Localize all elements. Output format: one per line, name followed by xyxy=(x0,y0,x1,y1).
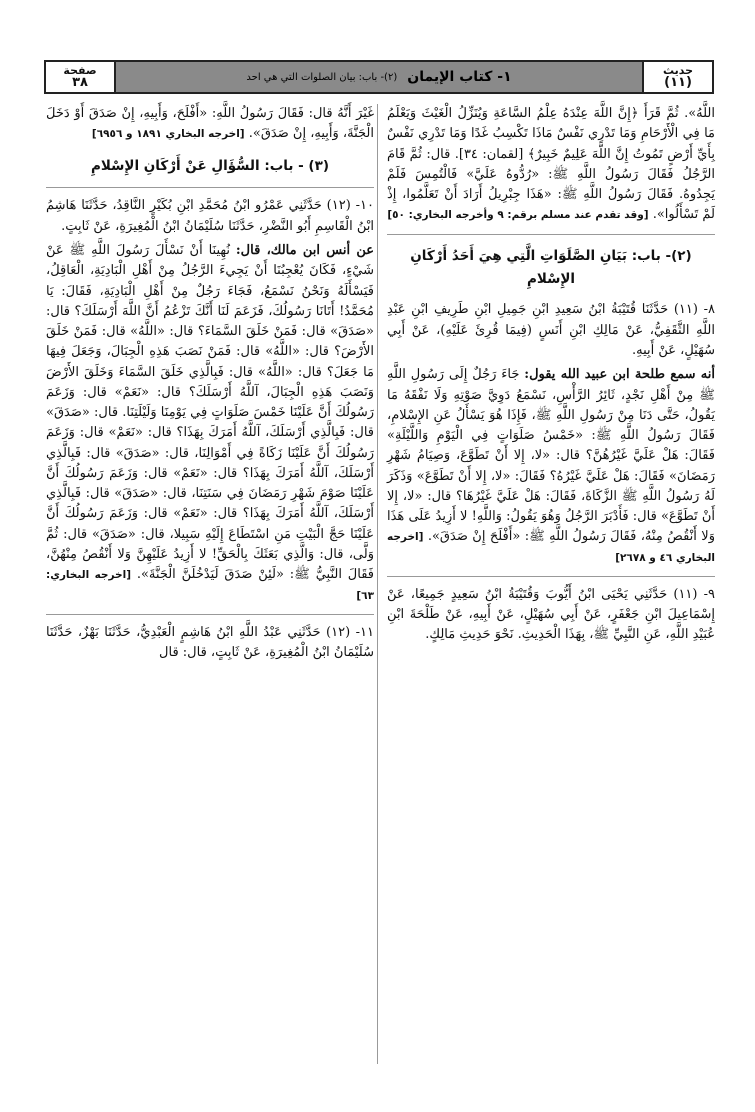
book-title: ١- كتاب الإيمان xyxy=(407,69,512,85)
page-number: ٣٨ xyxy=(72,75,88,90)
separator xyxy=(387,576,715,577)
left-column xyxy=(46,104,374,667)
page-header xyxy=(44,60,714,94)
hadith-label: حديث xyxy=(662,64,694,77)
running-chapter-title: (٢)- باب: بيان الصلوات التي هي احد xyxy=(246,71,398,83)
right-column xyxy=(387,104,715,650)
hadith-isnad: ١٠- (١٢) حَدَّثَنِي عَمْرُو ابْنُ مُحَمَّدِ ابْنِ بُكَيْرٍ النَّاقِدُ، حَدَّثَنَا هَاشِمُ ابْنُ الْقَاسِمِ أَبُو النَّضْرِ، حَدَّثَنَا سُلَيْمَانُ ابْنُ الْمُغِيرَةِ، عَنْ ثَابِتٍ. xyxy=(46,198,374,234)
separator xyxy=(46,187,374,188)
continuation-text: اللَّهُ». ثُمَّ قَرَأَ ﴿إِنَّ اللَّهَ عِنْدَهُ عِلْمُ السَّاعَةِ وَيُنَزِّلُ الْغَيْثَ وَيَعْلَمُ مَا فِي الْأَرْحَامِ وَمَا تَدْرِي نَفْسٌ مَاذَا تَكْسِبُ غَدًا وَمَا تَدْرِي نَفْسٌ بِأَيِّ أَرْضٍ تَمُوتُ إِنَّ اللَّهَ عَلِيمٌ خَبِيرٌ﴾ [لقمان: ٣٤]. قال: ثُمَّ قَامَ الرَّجُلُ فَقَالَ رَسُولُ اللَّهِ ﷺ: «رُدُّوهُ عَلَيَّ» فَالْتُمِسَ فَلَمْ يَجِدُوهُ. فَقَالَ رَسُولُ اللَّهِ ﷺ: «هَذَا جِبْرِيلُ أَرَادَ أَنْ تَعَلَّمُوا، إِذْ لَمْ تَسْأَلُوا». [وقد تقدم عند مسلم برقم: ٩ وأخرجه البخاري: ٥٠] xyxy=(387,106,715,223)
hadith-number: (١١) xyxy=(664,75,692,90)
page-number-box xyxy=(46,62,116,92)
chapter-heading: (٢)- باب: بَيَانِ الصَّلَوَاتِ الَّتِي هِيَ أَحَدُ أَرْكَانِ الإِسْلامِ xyxy=(410,247,692,287)
hadith-isnad: ١١- (١٢) حَدَّثَنِي عَبْدُ اللَّهِ ابْنُ هَاشِمٍ الْعَبْدِيُّ، حَدَّثَنَا بَهْزٌ، حَدَّثَنَا سُلَيْمَانُ ابْنُ الْمُغِيرَةِ، عَنْ ثَابِتٍ، قال: قال xyxy=(46,624,374,661)
continuation-text: غَيْرَ أَنَّهُ قال: فَقَالَ رَسُولُ اللَّهِ: «أَفْلَحَ، وَأَبِيهِ، إِنْ صَدَقَ أَوْ دَخَلَ الْجَنَّةَ، وَأَبِيهِ، إِنْ صَدَقَ». [اخرجه البخاري ١٨٩١ و ٦٩٥٦] xyxy=(46,106,374,142)
separator xyxy=(46,614,374,615)
reference: [اخرجه البخاري ٤٦ و ٢٦٧٨] xyxy=(387,531,715,564)
hadith-isnad: ٨- (١١) حَدَّثَنَا قُتَيْبَةُ ابْنُ سَعِيدِ ابْنِ جَمِيلِ ابْنِ طَرِيفِ ابْنِ عَبْدِ اللَّهِ الثَّقَفِيُّ، عَنْ مَالِكِ ابْنِ أَنَسٍ (فِيمَا قُرِئَ عَلَيْهِ)، عَنْ أَبِي سُهَيْلٍ، عَنْ أَبِيهِ. xyxy=(387,302,715,358)
reference: [وقد تقدم عند مسلم برقم: ٩ وأخرجه البخاري: ٥٠] xyxy=(387,209,649,222)
reference: [اخرجه البخاري ١٨٩١ و ٦٩٥٦] xyxy=(91,128,245,141)
column-divider xyxy=(377,104,378,1064)
hadith-number-box xyxy=(642,62,712,92)
page-label: صفحة xyxy=(63,64,97,77)
narrator-lead: أنه سمع طلحة ابن عبيد الله يقول: xyxy=(524,367,715,383)
header-title-band xyxy=(116,62,642,92)
separator xyxy=(387,234,715,235)
reference: [اخرجه البخاري: ٦٣] xyxy=(46,569,374,602)
chapter-heading: (٣) - باب: السُّؤَالِ عَنْ أَرْكَانِ الإِسْلامِ xyxy=(90,157,330,174)
hadith-text: أنه سمع طلحة ابن عبيد الله يقول: جَاءَ رَجُلٌ إِلَى رَسُولِ اللَّهِ ﷺ مِنْ أَهْلِ نَجْدٍ، ثَائِرُ الرَّأْسِ، نَسْمَعُ دَوِيَّ صَوْتِهِ وَلَا نَفْقَهُ مَا يَقُولُ، حَتَّى دَنَا مِنْ رَسُولِ اللَّهِ ﷺ، فَإِذَا هُوَ يَسْأَلُ عَنِ الإِسْلامِ، فَقَالَ رَسُولُ اللَّهِ ﷺ: «خَمْسُ صَلَوَاتٍ فِي الْيَوْمِ وَاللَّيْلَةِ» فَقَالَ: هَلْ عَلَيَّ غَيْرُهُنَّ؟ قال: «لا، إِلا أَنْ تَطَوَّعَ، وَصِيَامُ شَهْرِ رَمَضَانَ» فَقَالَ: هَلْ عَلَيَّ غَيْرُهُ؟ فَقَالَ: «لا، إِلا أَنْ تَطَوَّعَ» وَذَكَرَ لَهُ رَسُولُ اللَّهِ ﷺ الزَّكَاةَ، فَقَالَ: هَلْ عَلَيَّ غَيْرُهَا؟ قال: «لا، إِلا أَنْ تَطَوَّعَ» قال: فَأَدْبَرَ الرَّجُلُ وَهُوَ يَقُولُ: وَاللَّهِ! لا أَزِيدُ عَلَى هَذَا وَلا أَنْقُصُ مِنْهُ، فَقَالَ رَسُولُ اللَّهِ ﷺ: «أَفْلَحَ إِنْ صَدَقَ». [اخرجه البخاري ٤٦ و ٢٦٧٨] xyxy=(387,367,716,564)
hadith-text: عن أنس ابن مالك، قال: نُهِينَا أَنْ نَسْأَلَ رَسُولَ اللَّهِ ﷺ عَنْ شَيْءٍ، فَكَانَ يُعْجِبُنَا أَنْ يَجِيءَ الرَّجُلُ مِنْ أَهْلِ الْبَادِيَةِ، الْعَاقِلُ، فَيَسْأَلَهُ وَنَحْنُ نَسْمَعُ، فَجَاءَ رَجُلٌ مِنْ أَهْلِ الْبَادِيَةِ، فَقَالَ: يَا مُحَمَّدُ! أَتَانَا رَسُولُكَ، فَزَعَمَ لَنَا أَنَّكَ تَزْعُمُ أَنَّ اللَّهَ أَرْسَلَكَ؟ قال: «صَدَقَ» قال: فَمَنْ خَلَقَ السَّمَاءَ؟ قال: «اللَّهُ» قال: فَمَنْ خَلَقَ الأَرْضَ؟ قال: «اللَّهُ» قال: فَمَنْ نَصَبَ هَذِهِ الْجِبَالَ، وَجَعَلَ فِيهَا مَا جَعَلَ؟ قال: «اللَّهُ» قال: فَبِالَّذِي خَلَقَ السَّمَاءَ وَخَلَقَ الأَرْضَ وَنَصَبَ هَذِهِ الْجِبَالَ، آللَّهُ أَرْسَلَكَ؟ قال: «نَعَمْ» قال: وَزَعَمَ رَسُولُكَ أَنَّ عَلَيْنَا خَمْسَ صَلَوَاتٍ فِي يَوْمِنَا وَلَيْلَتِنَا. قال: «صَدَقَ» قال: فَبِالَّذِي أَرْسَلَكَ، آللَّهُ أَمَرَكَ بِهَذَا؟ قال: «نَعَمْ» قال: وَزَعَمَ رَسُولُكَ أَنَّ عَلَيْنَا زَكَاةً فِي أَمْوَالِنَا، قال: «صَدَقَ» قال: فَبِالَّذِي أَرْسَلَكَ، آللَّهُ أَمَرَكَ بِهَذَا؟ قال: «نَعَمْ» قال: وَزَعَمَ رَسُولُكَ أَنَّ عَلَيْنَا صَوْمَ شَهْرِ رَمَضَانَ فِي سَنَتِنَا، قال: «صَدَقَ» قال: فَبِالَّذِي أَرْسَلَكَ، آللَّهُ أَمَرَكَ بِهَذَا؟ قال: «نَعَمْ» قال: وَزَعَمَ رَسُولُكَ أَنَّ عَلَيْنَا حَجَّ الْبَيْتِ مَنِ اسْتَطَاعَ إِلَيْهِ سَبِيلا، قال: «صَدَقَ» قال: ثُمَّ وَلَّى، قال: وَالَّذِي بَعَثَكَ بِالْحَقِّ! لا أَزِيدُ عَلَيْهِنَّ وَلا أَنْقُصُ مِنْهُنَّ، فَقَالَ النَّبِيُّ ﷺ: «لَئِنْ صَدَقَ لَيَدْخُلَنَّ الْجَنَّةَ». [اخرجه البخاري: ٦٣] xyxy=(46,243,374,602)
hadith-isnad: ٩- (١١) حَدَّثَنِي يَحْيَى ابْنُ أَيُّوبَ وَقُتَيْبَةُ ابْنُ سَعِيدٍ جَمِيعًا، عَنْ إِسْمَاعِيلَ ابْنِ جَعْفَرٍ، عَنْ أَبِي سُهَيْلٍ، عَنْ أَبِيهِ، عَنْ طَلْحَةَ ابْنِ عُبَيْدِ اللَّهِ، عَنِ النَّبِيِّ ﷺ، بِهَذَا الْحَدِيثِ. نَحْوَ حَدِيثِ مَالِكٍ. xyxy=(387,586,715,643)
narrator-lead: عن أنس ابن مالك، قال: xyxy=(235,243,374,258)
